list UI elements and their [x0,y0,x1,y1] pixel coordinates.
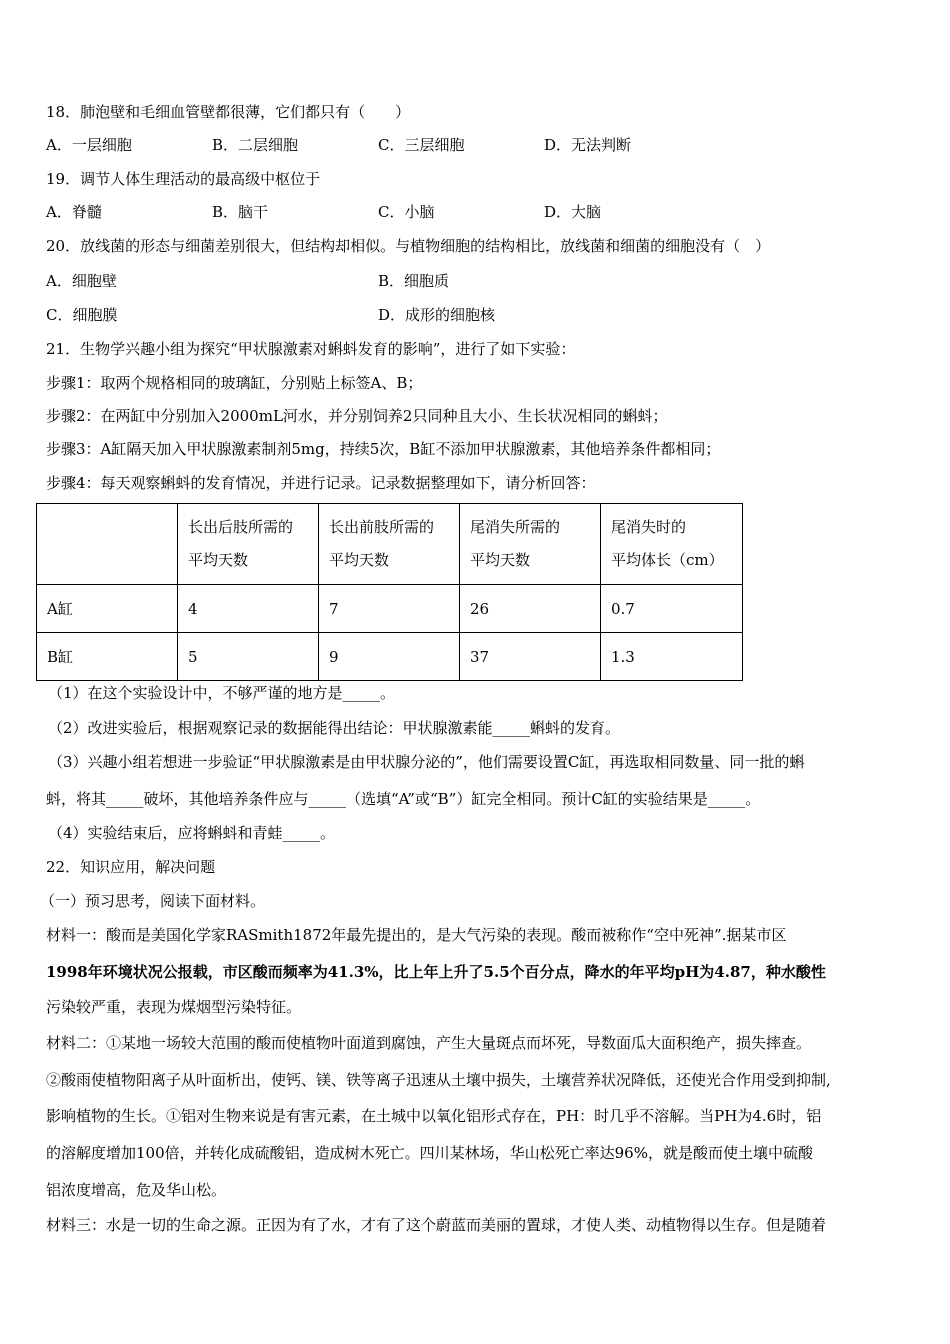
table-row [37,585,743,633]
q20-option-c: C．细胞膜 [46,306,118,324]
header-line-2: 平均天数 [329,551,390,569]
material-2-line-1: 材料二：①某地一场较大范围的酸而使植物叶面道到腐蚀，产生大量斑点而坏死，导数面瓜大面积绝产，损失摔查。 [46,1034,812,1052]
header-line-2: 平均天数 [470,551,531,569]
table-cell: A缸 [37,585,178,633]
table-row [37,633,743,681]
table-cell: 26 [460,585,601,633]
table-cell: 4 [178,585,319,633]
q21-subquestion-3: （3）兴趣小组若想进一步验证“甲状腺激素是由甲状腺分泌的”，他们需要设置C缸，再选取相同数量、同一批的蝌 [48,753,805,771]
q19-option-c: C．小脑 [378,203,435,221]
question-20-stem: 20．放线菌的形态与细菌差别很大，但结构却相似。与植物细胞的结构相比，放线菌和细菌的细胞没有（ ） [46,237,771,255]
header-line-1: 长出前肢所需的 [329,518,435,536]
material-1-line-1: 材料一：酸而是美国化学家RASmith1872年最先提出的，是大气污染的表现。酸而被称作“空中死神”.据某市区 [46,926,787,944]
table-cell: B缸 [37,633,178,681]
material-2-line-2: ②酸雨使植物阳离子从叶面析出，使钙、镁、铁等离子迅速从土壤中损失，土壤营养状况降低，还使光合作用受到抑制, [46,1071,831,1089]
table-cell: 7 [319,585,460,633]
q21-step-4: 步骤4：每天观察蝌蚪的发育情况，并进行记录。记录数据整理如下，请分析回答： [46,474,596,492]
q22-part-1: （一）预习思考，阅读下面材料。 [40,892,266,910]
table-header-cell [319,504,460,585]
header-line-1: 尾消失所需的 [470,518,561,536]
q19-option-a: A．脊髓 [46,203,102,221]
header-line-2: 平均体长（cm） [611,551,724,569]
table-header-cell [601,504,743,585]
q21-subquestion-2: （2）改进实验后，根据观察记录的数据能得出结论：甲状腺激素能_____蝌蚪的发育。 [48,719,621,737]
table-header-cell [37,504,178,585]
table-cell: 1.3 [601,633,743,681]
table-cell: 37 [460,633,601,681]
table-header-row [37,504,743,585]
header-line-1: 长出后肢所需的 [188,518,294,536]
material-3-line-1: 材料三：水是一切的生命之源。正因为有了水，才有了这个蔚蓝而美丽的置球，才使人类、动植物得以生存。但是随着 [46,1216,827,1234]
header-line-2: 平均天数 [188,551,249,569]
q19-option-b: B．脑干 [212,203,269,221]
q21-subquestion-3-cont: 蚪，将其_____破坏，其他培养条件应与_____（选填“A”或“B”）缸完全相同。预计C缸的实验结果是_____。 [46,790,761,808]
q18-option-b: B．二层细胞 [212,136,299,154]
material-2-line-5: 铝浓度增高，危及华山松。 [46,1181,227,1199]
table-cell: 5 [178,633,319,681]
q20-option-d: D．成形的细胞核 [378,306,496,324]
q18-option-a: A．一层细胞 [46,136,132,154]
q21-step-3: 步骤3：A缸隔天加入甲状腺激素制剂5mg，持续5次，B缸不添加甲状腺激素，其他培养条件都相同； [46,440,721,458]
table-header-cell [178,504,319,585]
q18-option-c: C．三层细胞 [378,136,465,154]
q21-step-1: 步骤1：取两个规格相同的玻璃缸，分别贴上标签A、B； [46,374,423,392]
material-1-line-2: 1998年环境状况公报载，市区酸而频率为41.3%，比上年上升了5.5个百分点，降水的年平均pH为4.87，种水酸性 [46,963,826,981]
q20-option-a: A．细胞壁 [46,272,117,290]
material-2-line-4: 的溶解度增加100倍，并转化成硫酸铝，造成树木死亡。四川某林场，华山松死亡率达96%，就是酸而使土壤中硫酸 [46,1144,813,1162]
q21-subquestion-4: （4）实验结束后，应将蝌蚪和青蛙_____。 [48,824,336,842]
question-19-stem: 19．调节人体生理活动的最高级中枢位于 [46,170,321,188]
q21-step-2: 步骤2：在两缸中分别加入2000mL河水，并分别饲养2只同种且大小、生长状况相同的蝌蚪； [46,407,668,425]
material-1-line-3: 污染较严重，表现为煤烟型污染特征。 [46,998,302,1016]
material-2-line-3: 影响植物的生长。①铝对生物来说是有害元素，在土城中以氧化铝形式存在，PH：时几乎不溶解。当PH为4.6时，铝 [46,1107,822,1125]
table-header-cell [460,504,601,585]
q18-option-d: D．无法判断 [544,136,632,154]
table-cell: 0.7 [601,585,743,633]
header-line-1: 尾消失时的 [611,518,687,536]
q19-option-d: D．大脑 [544,203,602,221]
question-21-stem: 21．生物学兴趣小组为探究“甲状腺激素对蝌蚪发育的影响”，进行了如下实验： [46,340,576,358]
q20-option-b: B．细胞质 [378,272,450,290]
question-18-stem: 18．肺泡壁和毛细血管壁都很薄，它们都只有（ ） [46,103,411,121]
q21-subquestion-1: （1）在这个实验设计中，不够严谨的地方是_____。 [48,684,396,702]
question-22-stem: 22．知识应用，解决问题 [46,858,216,876]
table-cell: 9 [319,633,460,681]
data-table [36,503,743,681]
